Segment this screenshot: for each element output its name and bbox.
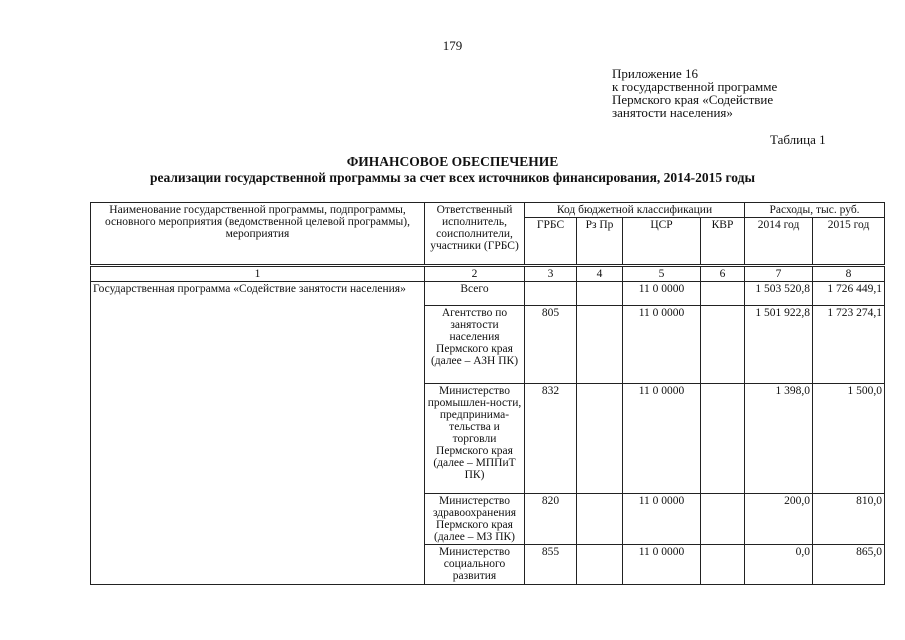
grbs-cell: [525, 282, 577, 306]
executor-cell: Агентство по занятости населения Пермского края (далее – АЗН ПК): [425, 306, 525, 384]
rzpr-cell: [577, 306, 623, 384]
header-budget-code: Код бюджетной классификации: [525, 203, 745, 218]
amount-2014-cell: 1 501 922,8: [745, 306, 813, 384]
amount-2015-cell: 865,0: [813, 545, 885, 585]
kvr-cell: [701, 494, 745, 545]
grbs-cell: 832: [525, 384, 577, 494]
column-number: 5: [623, 266, 701, 282]
rzpr-cell: [577, 282, 623, 306]
header-name: Наименование государственной программы, подпрограммы, основного мероприятия (ведомственной целевой программы), мероприятия: [91, 203, 425, 266]
csr-cell: 11 0 0000: [623, 545, 701, 585]
document-title: ФИНАНСОВОЕ ОБЕСПЕЧЕНИЕ: [346, 154, 559, 169]
program-name: Государственная программа «Содействие занятости населения»: [91, 282, 425, 585]
header-rzpr: Рз Пр: [577, 218, 623, 266]
executor-cell: Министерство социального развития: [425, 545, 525, 585]
header-executor: Ответственный исполнитель, соисполнители, участники (ГРБС): [425, 203, 525, 266]
document-subtitle: реализации государственной программы за счет всех источников финансирования, 2014-2015 годы: [149, 170, 756, 185]
amount-2014-cell: 1 503 520,8: [745, 282, 813, 306]
annex-line: к государственной программе: [612, 79, 778, 94]
header-row: [91, 203, 885, 218]
column-number: 6: [701, 266, 745, 282]
executor-cell: Всего: [425, 282, 525, 306]
amount-2014-cell: 200,0: [745, 494, 813, 545]
amount-2015-cell: 810,0: [813, 494, 885, 545]
column-number: 3: [525, 266, 577, 282]
header-year-2014: 2014 год: [745, 218, 813, 266]
csr-cell: 11 0 0000: [623, 306, 701, 384]
grbs-cell: 805: [525, 306, 577, 384]
annex-line: Пермского края «Содействие: [612, 92, 774, 107]
column-number: 2: [425, 266, 525, 282]
header-year-2015: 2015 год: [813, 218, 885, 266]
kvr-cell: [701, 545, 745, 585]
header-expenses: Расходы, тыс. руб.: [745, 203, 885, 218]
amount-2015-cell: 1 726 449,1: [813, 282, 885, 306]
amount-2014-cell: 1 398,0: [745, 384, 813, 494]
header-kvr: КВР: [701, 218, 745, 266]
amount-2015-cell: 1 723 274,1: [813, 306, 885, 384]
page-number: 179: [442, 38, 463, 53]
column-number: 7: [745, 266, 813, 282]
executor-cell: Министерство промышлен-ности, предпринима-тельства и торговли Пермского края (далее – МППиТ ПК): [425, 384, 525, 494]
header-grbs: ГРБС: [525, 218, 577, 266]
column-number: 1: [91, 266, 425, 282]
rzpr-cell: [577, 545, 623, 585]
annex-line: занятости населения»: [612, 105, 733, 120]
financing-table: [90, 202, 885, 585]
table-row: [91, 282, 885, 306]
rzpr-cell: [577, 494, 623, 545]
csr-cell: 11 0 0000: [623, 494, 701, 545]
csr-cell: 11 0 0000: [623, 384, 701, 494]
rzpr-cell: [577, 384, 623, 494]
grbs-cell: 820: [525, 494, 577, 545]
csr-cell: 11 0 0000: [623, 282, 701, 306]
header-csr: ЦСР: [623, 218, 701, 266]
annex-block: [612, 67, 777, 119]
kvr-cell: [701, 282, 745, 306]
amount-2015-cell: 1 500,0: [813, 384, 885, 494]
executor-cell: Министерство здравоохранения Пермского края (далее – МЗ ПК): [425, 494, 525, 545]
column-number: 8: [813, 266, 885, 282]
grbs-cell: 855: [525, 545, 577, 585]
annex-line: Приложение 16: [612, 66, 699, 81]
table-label: Таблица 1: [770, 132, 826, 147]
kvr-cell: [701, 384, 745, 494]
amount-2014-cell: 0,0: [745, 545, 813, 585]
column-number: 4: [577, 266, 623, 282]
kvr-cell: [701, 306, 745, 384]
column-numbers-row: [91, 266, 885, 282]
